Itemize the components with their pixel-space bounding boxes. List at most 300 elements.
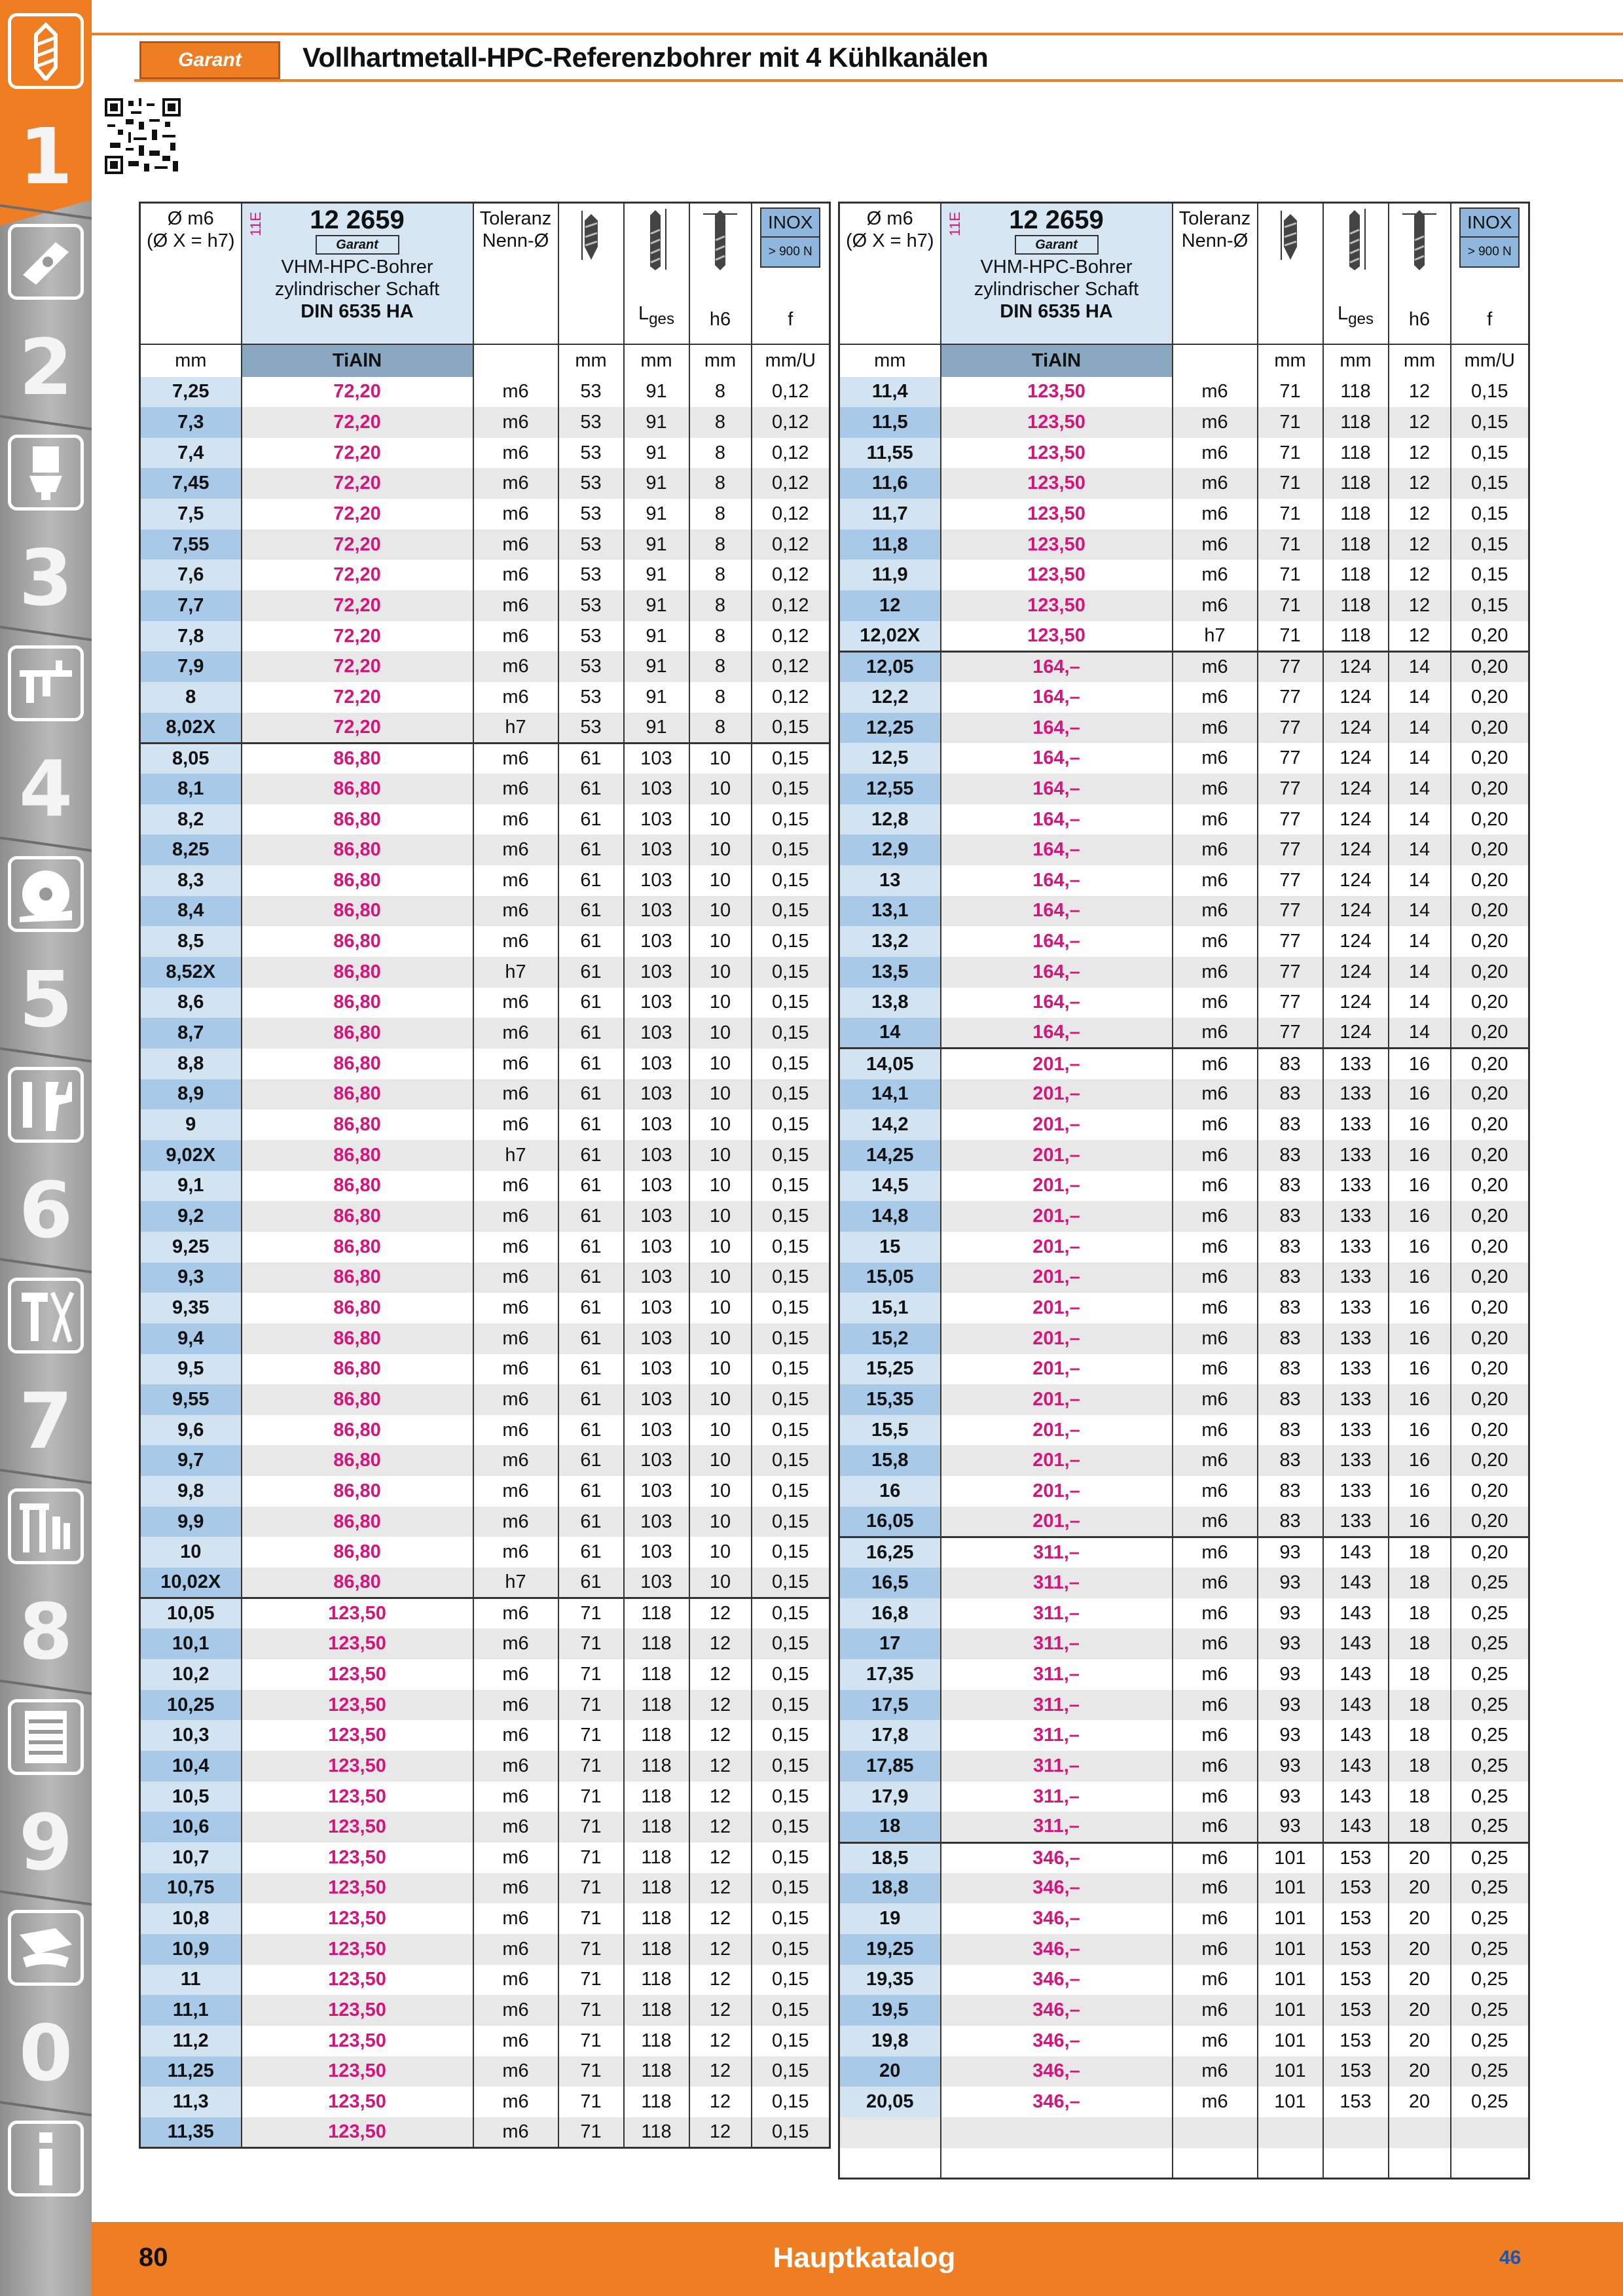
price-cell: 201,– (941, 1476, 1173, 1507)
total-length-cell: 103 (624, 896, 689, 927)
feed-cell: 0,12 (752, 621, 830, 652)
feed-cell: 0,15 (752, 1995, 830, 2026)
chapter-number-2[interactable]: 2 (18, 322, 73, 412)
shank-cell: 20 (1389, 1842, 1451, 1873)
diameter-cell: 7,55 (140, 529, 242, 560)
feed-cell: 0,15 (752, 2026, 830, 2056)
grinding-disc-icon[interactable] (8, 856, 84, 932)
tolerance-cell: m6 (473, 1415, 558, 1446)
shank-cell: 20 (1389, 2056, 1451, 2087)
flute-length-cell: 93 (1258, 1812, 1323, 1842)
price-cell: 86,80 (242, 1415, 473, 1446)
table-row (140, 926, 830, 957)
flute-length-cell: 61 (558, 1171, 624, 1202)
diameter-cell: 13,8 (839, 988, 941, 1018)
shank-cell (1389, 2148, 1451, 2179)
shank-cell: 12 (689, 1903, 752, 1934)
table-row (839, 1812, 1529, 1842)
diameter-cell: 8,02X (140, 713, 242, 744)
shank-cell: 14 (1389, 1018, 1451, 1049)
feed-cell: 0,25 (1451, 1903, 1529, 1934)
total-length-cell: 133 (1323, 1263, 1389, 1293)
diameter-cell: 8,8 (140, 1049, 242, 1079)
tolerance-cell: m6 (473, 1079, 558, 1110)
total-length-cell: 124 (1323, 896, 1389, 927)
shank-cell: 10 (689, 1445, 752, 1476)
feed-cell: 0,20 (1451, 774, 1529, 804)
shank-cell: 12 (1389, 621, 1451, 652)
feed-cell: 0,15 (752, 865, 830, 896)
tolerance-cell: m6 (1173, 1445, 1258, 1476)
total-length-cell: 103 (624, 834, 689, 865)
total-length-cell: 91 (624, 377, 689, 408)
shank-cell: 10 (689, 957, 752, 988)
tolerance-cell: m6 (1173, 1965, 1258, 1996)
price-cell: 201,– (941, 1445, 1173, 1476)
tool-holder-icon[interactable] (8, 435, 84, 511)
total-length-cell: 91 (624, 713, 689, 744)
tolerance-cell: m6 (473, 682, 558, 713)
shank-cell: 10 (689, 774, 752, 804)
tolerance-cell: m6 (1173, 988, 1258, 1018)
total-length-cell: 124 (1323, 804, 1389, 835)
diameter-cell: 7,6 (140, 560, 242, 590)
diameter-cell: 8,4 (140, 896, 242, 927)
total-length-cell: 133 (1323, 1415, 1389, 1446)
flute-length-cell (1258, 2148, 1323, 2179)
table-row (140, 1537, 830, 1568)
price-cell: 86,80 (242, 1140, 473, 1171)
shank-cell: 8 (689, 621, 752, 652)
price-cell: 123,50 (242, 1628, 473, 1659)
shank-cell: 14 (1389, 651, 1451, 682)
flute-length-header (1258, 203, 1323, 344)
table-row (140, 1690, 830, 1721)
flute-length-cell: 53 (558, 499, 624, 529)
table-row (140, 2117, 830, 2148)
diameter-cell: 8,5 (140, 926, 242, 957)
total-length-cell: 118 (624, 1842, 689, 1873)
feed-cell: 0,12 (752, 499, 830, 529)
tolerance-cell: m6 (473, 743, 558, 774)
total-length-cell: 118 (624, 1903, 689, 1934)
diameter-cell: 15,8 (839, 1445, 941, 1476)
table-row (140, 1873, 830, 1904)
total-length-cell: 118 (624, 1965, 689, 1996)
flute-length-cell: 77 (1258, 743, 1323, 774)
table-row (140, 1568, 830, 1598)
shank-header: h6 (689, 203, 752, 344)
chapter-number-5[interactable]: 5 (18, 954, 73, 1045)
price-cell: 86,80 (242, 1445, 473, 1476)
total-length-cell: 103 (624, 743, 689, 774)
feed-cell: 0,20 (1451, 1263, 1529, 1293)
feed-cell: 0,15 (752, 1354, 830, 1385)
total-length-cell: 91 (624, 407, 689, 438)
shank-cell: 14 (1389, 834, 1451, 865)
tolerance-cell: h7 (1173, 621, 1258, 652)
table-row (140, 1659, 830, 1690)
price-cell (941, 2148, 1173, 2179)
price-cell: 123,50 (941, 621, 1173, 652)
total-length-cell: 124 (1323, 865, 1389, 896)
flute-length-cell: 101 (1258, 1965, 1323, 1996)
table-row (140, 651, 830, 682)
price-cell: 123,50 (941, 377, 1173, 408)
total-length-cell: 143 (1323, 1598, 1389, 1629)
flute-length-cell: 53 (558, 529, 624, 560)
tolerance-cell: m6 (473, 377, 558, 408)
tolerance-cell: m6 (1173, 1568, 1258, 1598)
feed-cell: 0,25 (1451, 2087, 1529, 2117)
shank-cell: 12 (1389, 468, 1451, 499)
shank-cell: 20 (1389, 2026, 1451, 2056)
table-row (839, 1628, 1529, 1659)
total-length-cell: 118 (624, 2026, 689, 2056)
table-row (839, 438, 1529, 469)
tolerance-cell: m6 (473, 1598, 558, 1629)
shank-cell: 18 (1389, 1537, 1451, 1568)
total-length-cell: 91 (624, 590, 689, 621)
table-row (140, 1201, 830, 1232)
flute-length-cell: 61 (558, 1323, 624, 1354)
shank-cell: 10 (689, 804, 752, 835)
price-cell: 72,20 (242, 590, 473, 621)
diameter-cell: 10,7 (140, 1842, 242, 1873)
shank-cell: 8 (689, 499, 752, 529)
flute-length-cell: 71 (558, 1965, 624, 1996)
chapter-number-3[interactable]: 3 (18, 533, 73, 623)
price-cell: 72,20 (242, 560, 473, 590)
tolerance-cell: m6 (473, 804, 558, 835)
price-cell: 164,– (941, 834, 1173, 865)
price-cell: 86,80 (242, 988, 473, 1018)
tolerance-cell: m6 (473, 621, 558, 652)
feed-cell: 0,15 (752, 1232, 830, 1263)
feed-cell: 0,25 (1451, 2026, 1529, 2056)
shank-cell: 10 (689, 743, 752, 774)
tolerance-cell (1173, 2148, 1258, 2179)
price-cell: 311,– (941, 1598, 1173, 1629)
price-cell: 123,50 (941, 529, 1173, 560)
tolerance-cell: m6 (473, 774, 558, 804)
flute-length-cell: 61 (558, 1568, 624, 1598)
total-length-cell: 153 (1323, 2056, 1389, 2087)
caliper-icon[interactable] (8, 645, 84, 721)
feed-cell: 0,15 (752, 926, 830, 957)
total-length-cell: 118 (624, 2056, 689, 2087)
diameter-cell: 12,02X (839, 621, 941, 652)
safety-goggles-icon[interactable] (8, 1910, 84, 1986)
chapter-number-4[interactable]: 4 (18, 744, 73, 834)
tolerance-cell: m6 (1173, 1140, 1258, 1171)
flute-length-cell: 61 (558, 1049, 624, 1079)
page-title: Vollhartmetall-HPC-Referenzbohrer mit 4 Kühlkanälen (302, 42, 989, 73)
shank-diameter-icon (1400, 207, 1439, 273)
total-length-cell: 103 (624, 1568, 689, 1598)
diameter-cell: 8,1 (140, 774, 242, 804)
price-cell: 164,– (941, 743, 1173, 774)
total-length-cell: 153 (1323, 2026, 1389, 2056)
shank-cell: 10 (689, 988, 752, 1018)
table-row (839, 1109, 1529, 1140)
feed-cell: 0,20 (1451, 682, 1529, 713)
tool-cabinet-icon[interactable] (8, 1699, 84, 1775)
table-row (839, 1782, 1529, 1812)
tolerance-cell: m6 (473, 1445, 558, 1476)
tolerance-cell: m6 (473, 1995, 558, 2026)
flute-length-cell: 83 (1258, 1445, 1323, 1476)
diameter-cell: 15,25 (839, 1354, 941, 1385)
flute-length-cell: 93 (1258, 1751, 1323, 1782)
shank-cell: 10 (689, 1507, 752, 1537)
feed-cell: 0,15 (752, 1140, 830, 1171)
shank-diameter-icon (701, 207, 740, 273)
unit-cell: TiAlN (941, 344, 1173, 377)
price-cell: 311,– (941, 1568, 1173, 1598)
table-row (839, 926, 1529, 957)
tolerance-cell: m6 (473, 1323, 558, 1354)
price-cell: 164,– (941, 896, 1173, 927)
chapter-number-1[interactable]: 1 (18, 111, 73, 202)
tolerance-cell: m6 (1173, 1018, 1258, 1049)
shank-cell: 16 (1389, 1354, 1451, 1385)
shank-cell: 16 (1389, 1109, 1451, 1140)
shank-cell: 12 (689, 1598, 752, 1629)
flute-length-cell: 93 (1258, 1720, 1323, 1751)
tolerance-cell: m6 (1173, 1995, 1258, 2026)
total-length-cell: 103 (624, 1049, 689, 1079)
tolerance-cell: m6 (1173, 651, 1258, 682)
shank-cell: 12 (1389, 529, 1451, 560)
table-row (839, 1018, 1529, 1049)
diameter-cell: 9,4 (140, 1323, 242, 1354)
table-row (140, 1782, 830, 1812)
tolerance-cell: m6 (1173, 1720, 1258, 1751)
table-row (839, 590, 1529, 621)
tolerance-cell: m6 (1173, 1384, 1258, 1415)
flute-length-cell: 93 (1258, 1659, 1323, 1690)
indexable-insert-icon[interactable] (8, 224, 84, 300)
tolerance-cell: m6 (1173, 1659, 1258, 1690)
flute-length-cell: 93 (1258, 1598, 1323, 1629)
table-row (839, 1659, 1529, 1690)
tolerance-cell: m6 (473, 1628, 558, 1659)
table-row (140, 1018, 830, 1049)
table-row (140, 2056, 830, 2087)
diameter-cell: 14,1 (839, 1079, 941, 1110)
total-length-cell: 118 (624, 1690, 689, 1721)
tolerance-cell: m6 (473, 2117, 558, 2148)
diameter-cell: 8 (140, 682, 242, 713)
price-cell: 164,– (941, 957, 1173, 988)
table-row (839, 1171, 1529, 1202)
table-row (839, 1293, 1529, 1323)
shank-cell: 10 (689, 1140, 752, 1171)
table-row (140, 1049, 830, 1079)
price-cell: 311,– (941, 1812, 1173, 1842)
tolerance-cell: m6 (1173, 1690, 1258, 1721)
shank-cell: 12 (1389, 499, 1451, 529)
total-length-cell: 143 (1323, 1812, 1389, 1842)
shank-cell: 16 (1389, 1384, 1451, 1415)
total-length-cell: 91 (624, 468, 689, 499)
flute-length-cell: 83 (1258, 1140, 1323, 1171)
unit-cell: mm (624, 344, 689, 377)
total-length-cell: 103 (624, 1109, 689, 1140)
tolerance-cell: m6 (1173, 1049, 1258, 1079)
info-icon[interactable] (8, 2121, 84, 2197)
flute-length-cell: 77 (1258, 804, 1323, 835)
flute-length-cell: 101 (1258, 1873, 1323, 1904)
flute-length-cell: 71 (558, 1903, 624, 1934)
total-length-cell: 118 (624, 1751, 689, 1782)
flute-length-cell: 93 (1258, 1568, 1323, 1598)
flute-length-cell: 71 (558, 1628, 624, 1659)
flute-length-cell: 77 (1258, 1018, 1323, 1049)
chapter-divider (0, 1047, 92, 1063)
price-cell: 123,50 (242, 1873, 473, 1904)
flute-length-cell: 71 (558, 1995, 624, 2026)
price-cell: 123,50 (242, 1751, 473, 1782)
total-length-cell: 118 (624, 1934, 689, 1965)
table-row (839, 896, 1529, 927)
flute-length-cell: 77 (1258, 774, 1323, 804)
shank-cell: 12 (689, 1782, 752, 1812)
tolerance-cell: m6 (1173, 2056, 1258, 2087)
price-cell: 123,50 (242, 1659, 473, 1690)
price-cell: 86,80 (242, 926, 473, 957)
price-cell: 201,– (941, 1049, 1173, 1079)
shank-cell: 12 (689, 1965, 752, 1996)
flute-length-cell: 83 (1258, 1323, 1323, 1354)
price-cell: 311,– (941, 1659, 1173, 1690)
feed-cell: 0,12 (752, 377, 830, 408)
shank-cell: 16 (1389, 1476, 1451, 1507)
chapter-divider (0, 1679, 92, 1695)
table-row (839, 1903, 1529, 1934)
flute-length-cell: 61 (558, 1445, 624, 1476)
table-row (839, 682, 1529, 713)
total-length-cell: 118 (624, 1995, 689, 2026)
unit-cell (1173, 344, 1258, 377)
tolerance-cell: m6 (473, 1201, 558, 1232)
total-length-icon (644, 207, 670, 273)
shank-cell: 8 (689, 438, 752, 469)
shank-cell: 12 (689, 1690, 752, 1721)
flute-length-cell: 83 (1258, 1384, 1323, 1415)
flute-length-cell: 61 (558, 804, 624, 835)
diameter-cell: 11,2 (140, 2026, 242, 2056)
diameter-cell: 17,85 (839, 1751, 941, 1782)
total-length-cell: 118 (1323, 499, 1389, 529)
diameter-cell: 9,35 (140, 1293, 242, 1323)
diameter-cell: 7,3 (140, 407, 242, 438)
table-row (839, 1690, 1529, 1721)
shank-cell: 8 (689, 651, 752, 682)
shank-cell: 8 (689, 682, 752, 713)
tolerance-cell: m6 (1173, 1903, 1258, 1934)
unit-cell: mm (1389, 344, 1451, 377)
table-row (140, 1384, 830, 1415)
tolerance-cell: h7 (473, 957, 558, 988)
total-length-cell: 143 (1323, 1628, 1389, 1659)
chapter-number-8[interactable]: 8 (18, 1587, 73, 1677)
tolerance-cell: m6 (1173, 1628, 1258, 1659)
flute-length-cell: 101 (1258, 1903, 1323, 1934)
table-row (839, 468, 1529, 499)
flute-length-cell: 61 (558, 743, 624, 774)
feed-cell: 0,15 (752, 1476, 830, 1507)
price-cell: 72,20 (242, 713, 473, 744)
chapter-number-0[interactable]: 0 (18, 2008, 73, 2098)
total-length-cell: 124 (1323, 651, 1389, 682)
tolerance-cell: m6 (473, 1903, 558, 1934)
tolerance-cell: m6 (1173, 1293, 1258, 1323)
diameter-cell: 18,5 (839, 1842, 941, 1873)
shank-cell: 16 (1389, 1140, 1451, 1171)
tolerance-cell: m6 (1173, 438, 1258, 469)
table-row (839, 1354, 1529, 1385)
price-cell: 346,– (941, 1934, 1173, 1965)
total-length-cell: 133 (1323, 1109, 1389, 1140)
feed-cell: 0,25 (1451, 1812, 1529, 1842)
diameter-cell: 15,2 (839, 1323, 941, 1354)
wrench-icon[interactable] (8, 1067, 84, 1143)
qr-code-icon[interactable] (105, 98, 181, 174)
table-row (140, 1323, 830, 1354)
diameter-cell: 11,55 (839, 438, 941, 469)
total-length-header: $L_{ges}$ (624, 203, 689, 344)
tolerance-cell: m6 (473, 1232, 558, 1263)
table-row (839, 957, 1529, 988)
feed-cell: 0,20 (1451, 1049, 1529, 1079)
total-length-cell: 118 (1323, 529, 1389, 560)
shank-cell: 16 (1389, 1415, 1451, 1446)
shank-cell: 12 (689, 1842, 752, 1873)
table-row (140, 1598, 830, 1629)
tolerance-cell: h7 (473, 1140, 558, 1171)
garant-mini-logo: Garant (1015, 235, 1099, 255)
workbench-icon[interactable] (8, 1488, 84, 1564)
drill-icon[interactable] (8, 13, 84, 89)
total-length-cell: 103 (624, 1018, 689, 1049)
tolerance-cell: m6 (1173, 407, 1258, 438)
flute-length-cell: 71 (558, 1690, 624, 1721)
price-cell: 201,– (941, 1384, 1173, 1415)
total-length-cell: 103 (624, 1293, 689, 1323)
shank-cell: 10 (689, 1049, 752, 1079)
total-length-cell: 143 (1323, 1690, 1389, 1721)
flute-length-cell: 83 (1258, 1293, 1323, 1323)
chapter-number-9[interactable]: 9 (18, 1797, 73, 1888)
feed-cell: 0,20 (1451, 1384, 1529, 1415)
chapter-number-7[interactable]: 7 (18, 1376, 73, 1466)
tolerance-cell: m6 (1173, 529, 1258, 560)
feed-cell: 0,20 (1451, 1323, 1529, 1354)
chapter-number-6[interactable]: 6 (18, 1165, 73, 1255)
table-row (140, 834, 830, 865)
flute-length-cell: 71 (1258, 407, 1323, 438)
hand-tools-icon[interactable] (8, 1278, 84, 1354)
feed-cell: 0,12 (752, 468, 830, 499)
price-cell: 346,– (941, 2087, 1173, 2117)
shank-cell: 16 (1389, 1293, 1451, 1323)
shank-cell: 16 (1389, 1171, 1451, 1202)
total-length-cell: 124 (1323, 713, 1389, 744)
table-row (140, 1476, 830, 1507)
flute-length-cell: 71 (558, 1812, 624, 1842)
